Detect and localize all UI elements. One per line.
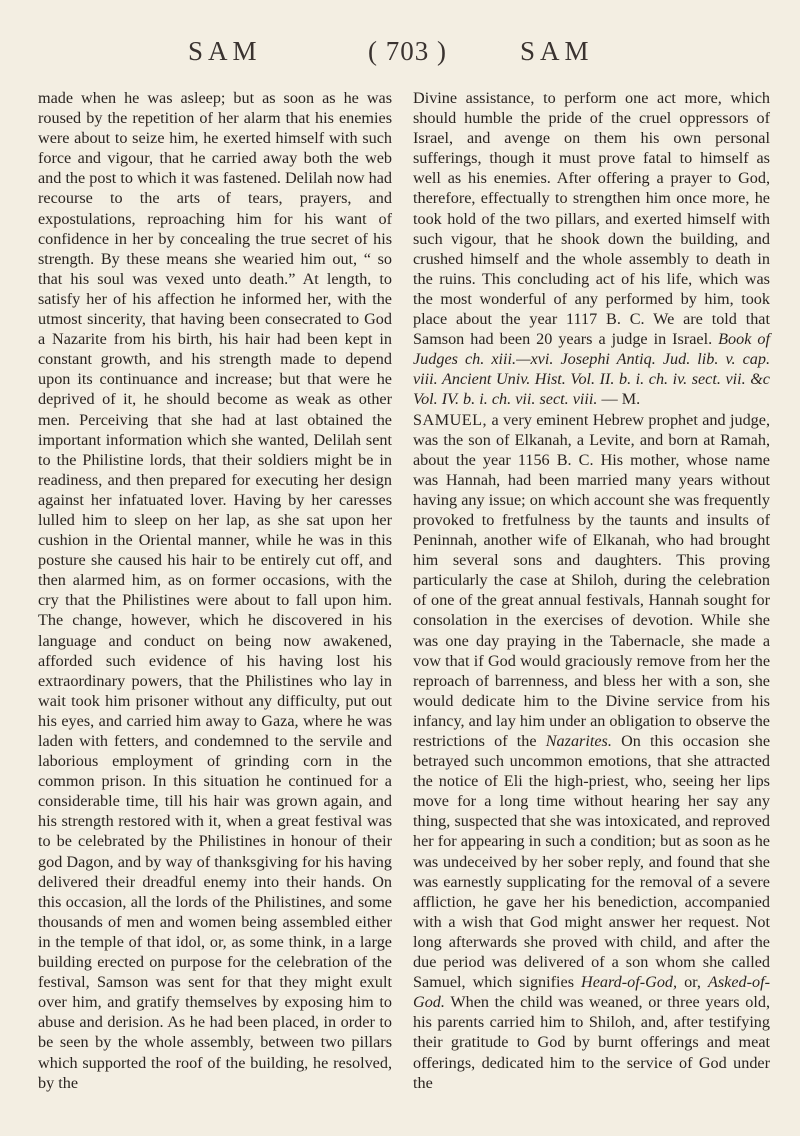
samuel-entry [413,410,770,1093]
left-column [38,88,392,1093]
samuel-headword: SAMUEL, [413,410,488,429]
right-column [413,88,770,1093]
nazarites-term: Nazarites. [545,732,612,750]
name-meaning-second: Asked-of-God. [413,973,770,1012]
header-right-word: SAM [520,36,594,66]
samuel-entry-continued: On this occasion she betrayed such uncommon emotions, that she attracted the notice of Eli the high-priest, who, seeing her lips move for a long time without hearing her say any thing, suspected that she was intoxicated, and reproved her for appearing in such a condition; but as soon as he was undeceived by her sober reply, and found that she was earnestly supplicating for the removal of a severe affliction, he gave her his benediction, accompanied with a wish that God might answer her request. Not long afterwards she proved with child, and after the due period was delivered of a son whom she called Samuel, which signifies [413,732,771,992]
or-word: or, [684,973,701,992]
samson-conclusion-text: Divine assistance, to perform one act more, which should humble the pride of the cruel oppressors of Israel, and avenge on them his own personal sufferings, though it must prove fatal to himself as well as his enemies. After offering a prayer to God, therefore, effectually to strengthen him once more, he took hold of the two pillars, and exerted himself with such vigour, that he shook down the building, and crushed himself and the whole assembly to death in the ruins. This concluding act of his life, which was the most wonderful of any performed by him, took place about the year 1117 B. C. We are told that Samson had been 20 years a judge in Israel. [413,89,770,349]
samson-entry-end [413,88,770,410]
author-signature: — M. [601,390,641,409]
samson-references: Book of Judges ch. xiii.—xvi. Josephi Antiq. Jud. lib. v. cap. viii. Ancient Univ. Hist. Vol. II. b. i. ch. iv. sect. vii. &c Vol. IV. b. i. ch. vii. sect. viii. [413,330,771,409]
running-header [0,36,800,76]
samuel-entry-final: When the child was weaned, or three years old, his parents carried him to Shiloh, and, after testifying their gratitude to God by burnt offerings and meat offerings, dedicated him to the service of God under the [413,993,770,1092]
page-number: ( 703 ) [368,36,447,66]
name-meaning-first: Heard-of-God, [581,973,678,992]
header-left-word: SAM [188,36,262,66]
left-column-text: made when he was asleep; but as soon as he was roused by the repetition of her alarm that his enemies were about to seize him, he exerted himself with such force and vigour, that he carried away both the web and the post to which it was fastened. Delilah now had recourse to the arts of tears, prayers, and expostulations, reproaching him for his want of confidence in her by concealing the true secret of his strength. By these means she wearied him out, “ so that his soul was vexed unto death.” At length, to satisfy her of his affection he informed her, with the utmost sincerity, that having been consecrated to God a Nazarite from his birth, his hair had been kept in constant growth, and his strength made to depend upon its continuance and increase; but that were he deprived of it, he should become as weak as other men. Perceiving that she had at last obtained the important information which she wanted, Delilah sent to the Philistine lords, that their soldiers might be in readiness, and then prepared for executing her design against her infatuated lover. Having by her caresses lulled him to sleep on her lap, as she sat upon her cushion in the Oriental manner, while he was in this posture she caused his hair to be entirely cut off, and then alarmed him, as on former occasions, with the cry that the Philistines were about to fall upon him. The change, however, which he discovered in his language and conduct on being now awakened, afforded such evidence of his having lost his extraordinary powers, that the Philistines who lay in wait took him prisoner without any difficulty, put out his eyes, and carried him away to Gaza, where he was laden with fetters, and condemned to the servile and laborious employment of grinding corn in the common prison. In this situation he continued for a considerable time, till his hair was grown again, and his strength restored with it, when a great festival was to be celebrated by the Philistines in honour of their god Dagon, and by way of thanksgiving for his having delivered their dreadful enemy into their hands. On this occasion, all the lords of the Philistines, and some thousands of men and women being assembled either in the temple of that idol, or, as some think, in a large building erected on purpose for the celebration of the festival, Samson was sent for that they might exult over him, and gratify themselves by exposing him to abuse and derision. As he had been placed, in order to be seen by the whole assembly, between two pillars which supported the roof of the building, he resolved, by the [38,89,392,1092]
samuel-entry-text: a very eminent Hebrew prophet and judge, was the son of Elkanah, a Levite, and born at Ramah, about the year 1156 B. C. His mother, whose name was Hannah, had been married many years without having any issue; on which account she was frequently provoked to fretfulness by the taunts and insults of Peninnah, another wife of Elkanah, who had brought him several sons and daughters. This proving particularly the case at Shiloh, during the celebration of one of the great annual festivals, Hannah sought for consolation in the exercises of devotion. While she was one day praying in the Tabernacle, she made a vow that if God would graciously remove from her the reproach of barrenness, and bless her with a son, she would dedicate him to the Divine service from his infancy, and lay him under an obligation to observe the restrictions of the [413,410,770,750]
